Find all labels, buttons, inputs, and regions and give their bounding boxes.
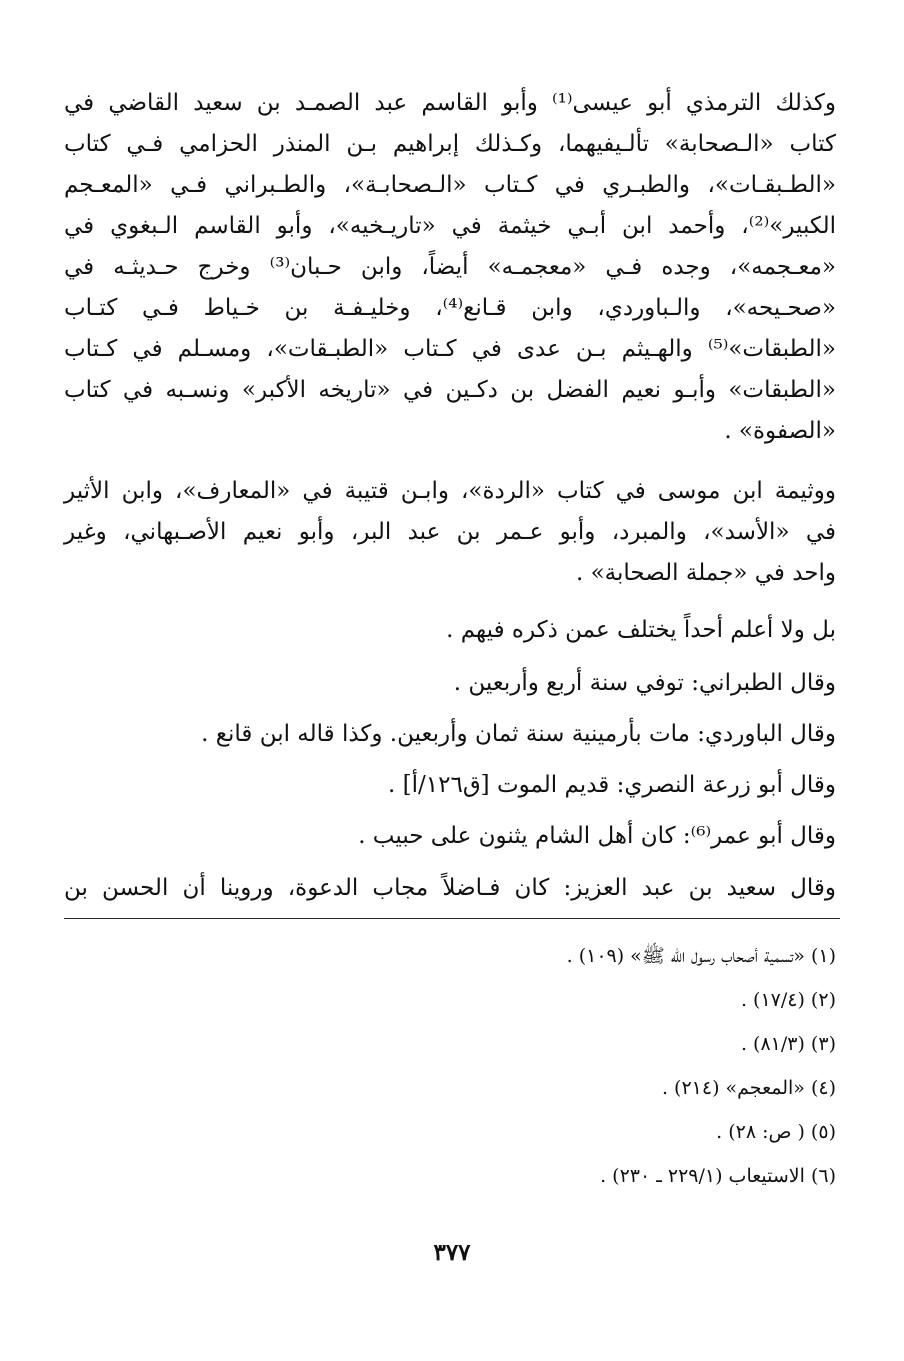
text-line: واحد في «جملة الصحابة» . <box>575 560 836 586</box>
footnote: (١) «تسمية أصحاب رسول الله ﷺ» (١٠٩) . <box>566 945 836 967</box>
text-line: في «الأسد»، والمبرد، وأبو عـمر بن عبد البر، وأبو نعيم الأصـبهاني، وغير <box>64 519 836 545</box>
text-line: «معـجمه»، وجده فـي «معجمـه» أيضاً، وابن حـبان⁽³⁾ وخرج حـديثـه في <box>64 254 836 280</box>
page-number: ٣٧٧ <box>433 1239 471 1266</box>
text-line: الكبير»⁽²⁾، وأحمد ابن أبـي خيثمة في «تاريـخيه»، وأبو القاسم الـبغوي في <box>64 213 836 239</box>
footnote-separator <box>64 918 840 919</box>
footnote: (٥) ( ص: ٢٨) . <box>716 1121 836 1143</box>
text-line: وقال الباوردي: مات بأرمينية سنة ثمان وأربعين. وكذا قاله ابن قانع . <box>201 721 836 747</box>
text-line: «الطبقات» وأبـو نعيم الفضل بن دكـين في «تاريخه الأكبر» ونسـبه في كتاب <box>64 377 836 403</box>
footnote: (٦) الاستيعاب (٢٢٩/١ ـ ٢٣٠) . <box>600 1165 836 1187</box>
text-line: «صحـيحه»، والـباوردي، وابن قـانع⁽⁴⁾، وخليـفـة بن خـياط فـي كتـاب <box>64 295 836 321</box>
text-line: وكذلك الترمذي أبو عيسى⁽¹⁾ وأبو القاسم عبد الصمـد بن سعيد القاضي في <box>64 90 836 116</box>
text-line: وقال الطبراني: توفي سنة أربع وأربعين . <box>453 670 836 696</box>
footnote: (٣) (٨١/٣) . <box>740 1033 836 1055</box>
footnote: (٤) «المعجم» (٢١٤) . <box>661 1077 836 1099</box>
text-line: وقال أبو زرعة النصري: قديم الموت [ق١٢٦/أ] . <box>388 772 836 798</box>
text-line: ووثيمة ابن موسى في كتاب «الردة»، وابـن قتيبة في «المعارف»، وابن الأثير <box>64 478 836 504</box>
text-line: وقال سعيد بن عبد العزيز: كان فـاضلاً مجاب الدعوة، وروينا أن الحسن بن <box>64 875 836 901</box>
text-line: وقال أبو عمر⁽⁶⁾: كان أهل الشام يثنون على حبيب . <box>358 823 836 849</box>
text-line: «الطـبقـات»، والطبـري في كـتاب «الـصحابـة»، والطـبراني فـي «المعـجم <box>64 172 836 198</box>
footnote: (٢) (١٧/٤) . <box>740 989 836 1011</box>
text-line: بل ولا أعلم أحداً يختلف عمن ذكره فيهم . <box>446 617 836 643</box>
text-line: كتاب «الـصحابة» تألـيفيهما، وكـذلك إبراهيم بـن المنذر الحزامي فـي كتاب <box>64 131 836 157</box>
text-line: «الطبقات»⁽⁵⁾ والهـيثم بـن عدى في كـتاب «الطبـقات»، ومسـلم في كـتاب <box>64 336 836 362</box>
text-line: «الصفوة» . <box>724 418 836 444</box>
